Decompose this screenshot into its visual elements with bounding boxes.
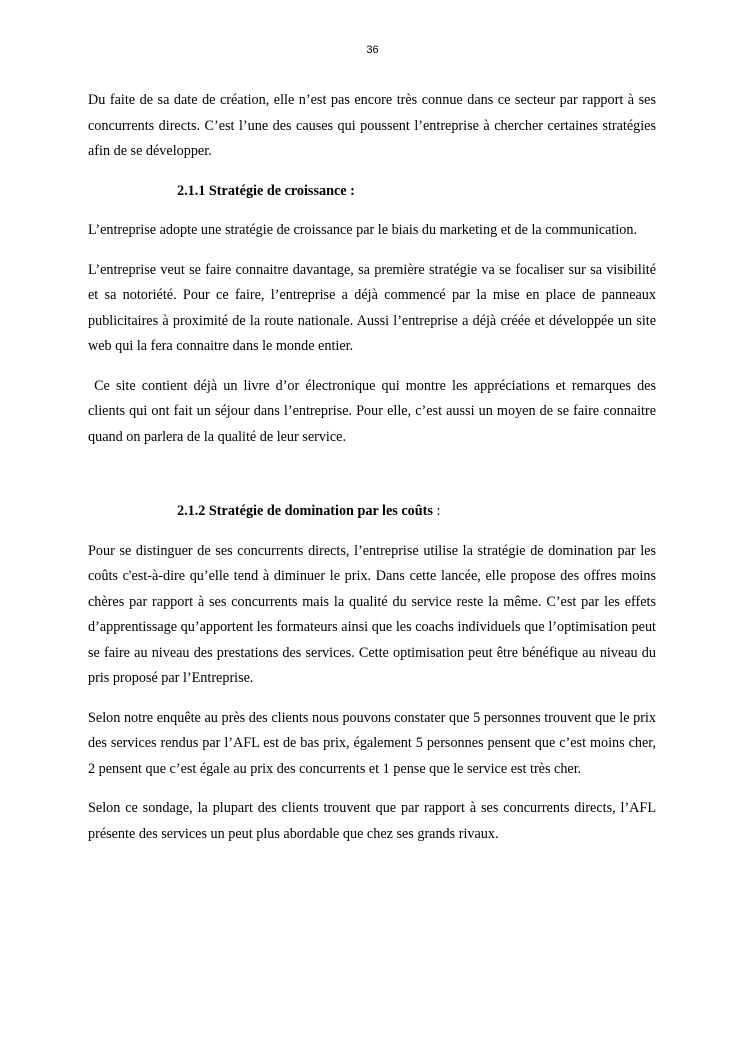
intro-paragraph: Du faite de sa date de création, elle n’est pas encore très connue dans ce secteur par rapport à ses concurrents directs. C’est l’une des causes qui poussent l’entreprise à chercher certaines stratégies afin de se développer. [88, 92, 656, 159]
section-heading-suffix: : [432, 503, 441, 519]
section-heading-growth-strategy: 2.1.1 Stratégie de croissance : [177, 182, 355, 199]
section-heading-cost-domination [88, 499, 656, 525]
body-paragraph: Selon notre enquête au près des clients nous pouvons constater que 5 personnes trouvent que le prix des services rendus par l’AFL est de bas prix, également 5 personnes pensent que c’est moins cher, 2 pensent que c’est égale au prix des concurrents et 1 pense que le service est très cher. [88, 709, 656, 777]
page-number: 36 [366, 44, 379, 56]
body-paragraph: Selon ce sondage, la plupart des clients trouvent que par rapport à ses concurrents directs, l’AFL présente des services un peut plus abordable que chez ses grands rivaux. [88, 800, 656, 842]
body-paragraph: Ce site contient déjà un livre d’or électronique qui montre les appréciations et remarques des clients qui ont fait un séjour dans l’entreprise. Pour elle, c’est aussi un moyen de se faire connaitre quand on parlera de la qualité de leur service. [88, 377, 660, 445]
document-body [88, 88, 660, 861]
section-heading-text: 2.1.2 Stratégie de domination par les coûts [177, 503, 433, 519]
body-paragraph: L’entreprise veut se faire connaitre davantage, sa première stratégie va se focaliser sur sa visibilité et sa notoriété. Pour ce faire, l’entreprise a déjà commencé par la mise en place de panneaux publicitaires à proximité de la route nationale. Aussi l’entreprise a déjà créée et développée un site web qui la fera connaitre dans le monde entier. [88, 261, 656, 354]
body-paragraph: Pour se distinguer de ses concurrents directs, l’entreprise utilise la stratégie de domination par les coûts c'est-à-dire qu’elle tend à diminuer le prix. Dans cette lancée, elle propose des offres moins chères par rapport à ses concurrents mais la qualité du service reste la même. C’est par les effets d’apprentissage qu’apportent les formateurs ainsi que les coachs individuels que l’optimisation peut se faire au niveau des prestations des services. Cette optimisation peut être bénéfique au niveau du pris proposé par l’Entreprise. [88, 542, 656, 686]
body-paragraph: L’entreprise adopte une stratégie de croissance par le biais du marketing et de la communication. [88, 222, 638, 238]
section-spacer [88, 464, 656, 499]
